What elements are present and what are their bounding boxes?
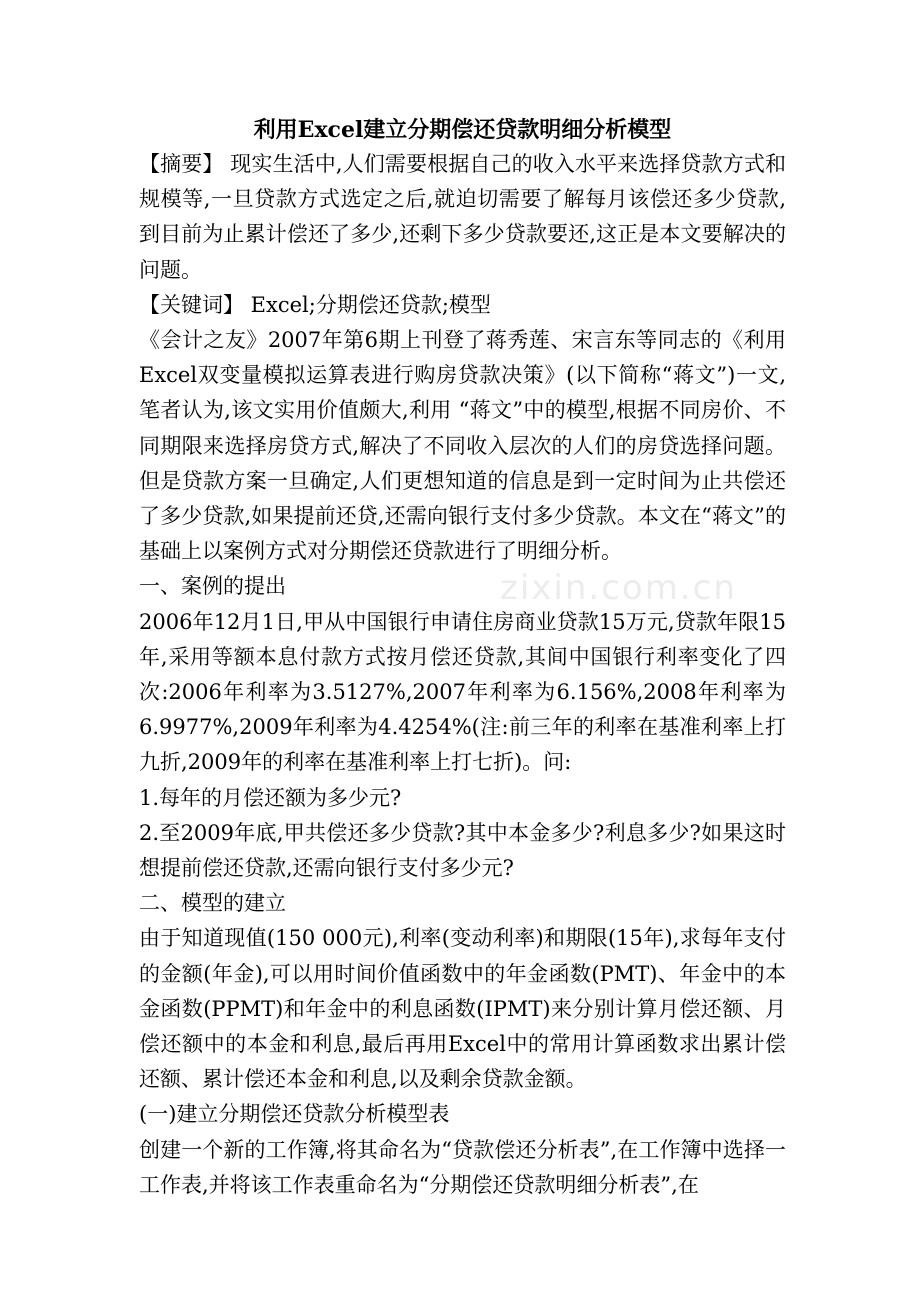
model-paragraph: 由于知道现值(150 000元),利率(变动利率)和期限(15年),求每年支付的金额(年金),可以用时间价值函数中的年金函数(PMT)、年金中的本金函数(PPMT)和年金中的利息函数(IPMT)来分别计算月偿还额、月偿还额中的本金和利息,最后再用Excel中的常用计算函数求出累计偿还额、累计偿还本金和利息,以及剩余贷款金额。 bbox=[139, 926, 786, 1092]
document-title: 利用Excel建立分期偿还贷款明细分析模型 bbox=[253, 117, 672, 143]
case-paragraph: 2006年12月1日,甲从中国银行申请住房商业贷款15万元,贷款年限15年,采用等额本息付款方式按月偿还贷款,其间中国银行利率变化了四次:2006年利率为3.5127%,2007年利率为6.156%,2008年利率为6.9977%,2009年利率为4.4254%(注:前三年的利率在基准利率上打九折,2009年的利率在基准利率上打七折)。问: bbox=[139, 609, 786, 775]
keywords-paragraph: 【关键词】 Excel;分期偿还贷款;模型 bbox=[139, 292, 491, 317]
subsection-heading-table: (一)建立分期偿还贷款分析模型表 bbox=[139, 1102, 450, 1127]
intro-paragraph: 《会计之友》2007年第6期上刊登了蒋秀莲、宋言东等同志的《利用Excel双变量模拟运算表进行购房贷款决策》(以下简称“蒋文”)一文,笔者认为,该文实用价值颇大,利用 “蒋文”中的模型,根据不同房价、不同期限来选择房贷方式,解决了不同收入层次的人们的房贷选择问题。但是贷款方案一旦确定,人们更想知道的信息是到一定时间为止共偿还了多少贷款,如果提前还贷,还需向银行支付多少贷款。本文在“蒋文”的基础上以案例方式对分期偿还贷款进行了明细分析。 bbox=[139, 328, 786, 564]
watermark-text: zixin.com.cn bbox=[500, 568, 737, 608]
abstract-paragraph: 【摘要】 现实生活中,人们需要根据自己的收入水平来选择贷款方式和规模等,一旦贷款方式选定之后,就迫切需要了解每月该偿还多少贷款,到目前为止累计偿还了多少,还剩下多少贷款要还,这正是本文要解决的问题。 bbox=[139, 152, 786, 282]
subsection-paragraph: 创建一个新的工作簿,将其命名为“贷款偿还分析表”,在工作簿中选择一工作表,并将该工作表重命名为“分期偿还贷款明细分析表”,在 bbox=[139, 1137, 786, 1197]
section-heading-case: 一、案例的提出 bbox=[139, 574, 286, 599]
question-2: 2.至2009年底,甲共偿还多少贷款?其中本金多少?利息多少?如果这时想提前偿还贷款,还需向银行支付多少元? bbox=[139, 820, 786, 881]
section-heading-model: 二、模型的建立 bbox=[139, 891, 286, 916]
question-1: 1.每年的月偿还额为多少元? bbox=[139, 785, 402, 810]
